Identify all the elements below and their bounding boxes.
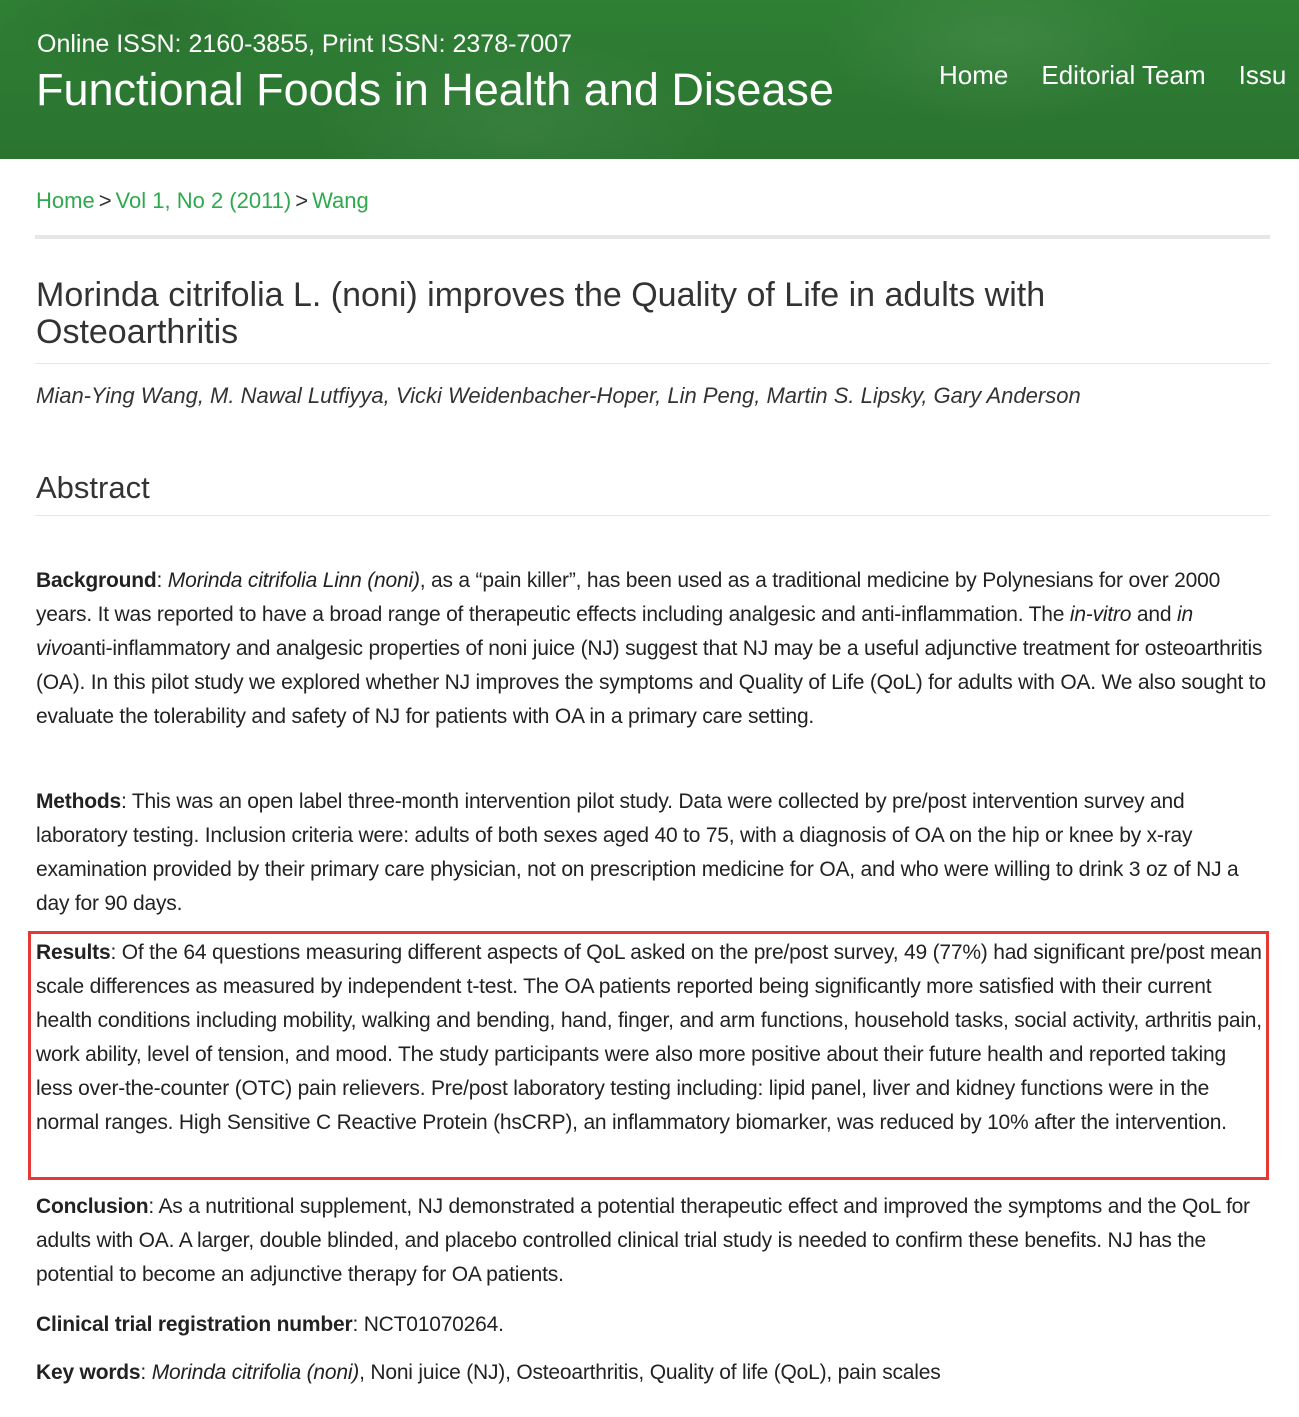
clinical-trial-registration: Clinical trial registration number: NCT01070264.	[36, 1313, 504, 1336]
nav-editorial-team[interactable]: Editorial Team	[1041, 60, 1206, 90]
abstract-heading: Abstract	[36, 470, 150, 505]
breadcrumb	[36, 188, 369, 214]
nav-home[interactable]: Home	[939, 60, 1009, 90]
abstract-background: Background: Morinda citrifolia Linn (noni), as a “pain killer”, has been used as a traditional medicine by Polynesians for over 2000 years. It was reported to have a broad range of therapeutic effects including analgesic and anti-inflammation. The in-vitro and in vivoanti-inflammatory and analgesic properties of noni juice (NJ) suggest that NJ may be a useful adjunctive treatment for osteoarthritis (OA). In this pilot study we explored whether NJ improves the symptoms and Quality of Life (QoL) for adults with OA. We also sought to evaluate the tolerability and safety of NJ for patients with OA in a primary care setting.	[36, 569, 1266, 728]
breadcrumb-current[interactable]: Wang	[312, 188, 369, 213]
divider	[35, 235, 1270, 239]
results-label: Results	[36, 941, 111, 964]
methods-label: Methods	[36, 790, 121, 813]
divider	[35, 363, 1270, 364]
conclusion-label: Conclusion	[36, 1195, 149, 1218]
abstract-methods: Methods: This was an open label three-month intervention pilot study. Data were collected by pre/post intervention survey and laboratory testing. Inclusion criteria were: adults of both sexes aged 40 to 75, with a diagnosis of OA on the hip or knee by x-ray examination provided by their primary care physician, not on prescription medicine for OA, and who were willing to drink 3 oz of NJ a day for 90 days.	[36, 790, 1239, 915]
registration-label: Clinical trial registration number	[36, 1313, 353, 1336]
breadcrumb-separator: >	[98, 188, 112, 213]
abstract-conclusion: Conclusion: As a nutritional supplement, NJ demonstrated a potential therapeutic effect and improved the symptoms and the QoL for adults with OA. A larger, double blinded, and placebo controlled clinical trial study is needed to confirm these benefits. NJ has the potential to become an adjunctive therapy for OA patients.	[36, 1195, 1250, 1286]
site-header	[0, 0, 1299, 159]
main-nav	[939, 60, 1299, 91]
breadcrumb-separator: >	[295, 188, 309, 213]
site-title[interactable]: Functional Foods in Health and Disease	[36, 64, 834, 115]
article-title: Morinda citrifolia L. (noni) improves the Quality of Life in adults with Osteoarthritis	[36, 276, 1046, 351]
breadcrumb-home[interactable]: Home	[36, 188, 95, 213]
keywords-label: Key words	[36, 1361, 141, 1384]
abstract-results: Results: Of the 64 questions measuring different aspects of QoL asked on the pre/post survey, 49 (77%) had significant pre/post mean scale differences as measured by independent t-test. The OA patients reported being significantly more satisfied with their current health conditions including mobility, walking and bending, hand, finger, and arm functions, household tasks, social activity, arthritis pain, work ability, level of tension, and mood. The study participants were also more positive about their future health and reported taking less over-the-counter (OTC) pain relievers. Pre/post laboratory testing including: lipid panel, liver and kidney functions were in the normal ranges. High Sensitive C Reactive Protein (hsCRP), an inflammatory biomarker, was reduced by 10% after the intervention.	[36, 941, 1262, 1134]
divider	[35, 515, 1270, 516]
breadcrumb-issue[interactable]: Vol 1, No 2 (2011)	[115, 188, 292, 213]
background-label: Background	[36, 569, 157, 592]
article-authors: Mian-Ying Wang, M. Nawal Lutfiyya, Vicki Weidenbacher-Hoper, Lin Peng, Martin S. Lipsky, Gary Anderson	[36, 383, 1081, 408]
keywords: Key words: Morinda citrifolia (noni), Noni juice (NJ), Osteoarthritis, Quality of life (QoL), pain scales	[36, 1361, 941, 1384]
nav-issues[interactable]: Issu	[1238, 60, 1287, 90]
issn-line: Online ISSN: 2160-3855, Print ISSN: 2378-7007	[37, 30, 573, 58]
